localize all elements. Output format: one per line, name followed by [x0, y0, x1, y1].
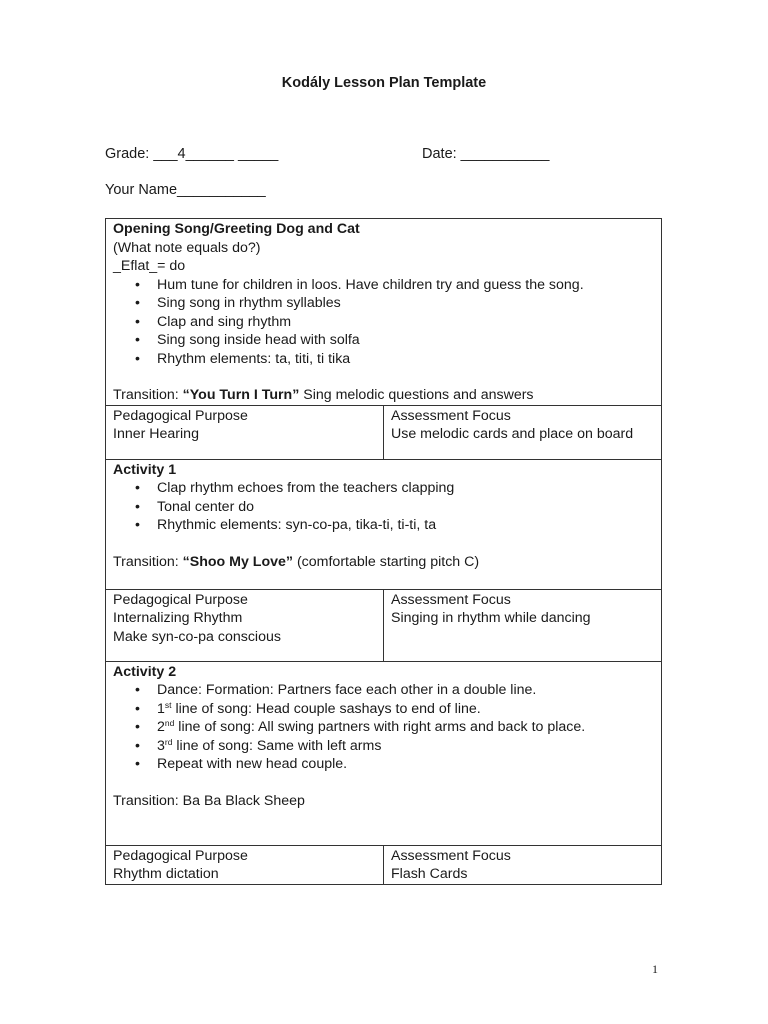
list-item: • Hum tune for children in loos. Have children try and guess the song. [157, 276, 654, 295]
opening-song-cell [106, 219, 662, 406]
purpose-cell [106, 405, 384, 459]
assessment-value: Singing in rhythm while dancing [391, 610, 591, 626]
purpose-label: Pedagogical Purpose [113, 591, 248, 608]
activity-1-cell [106, 459, 662, 589]
assessment-label: Assessment Focus [391, 847, 511, 864]
activity-1-row [106, 459, 662, 589]
list-item: • 2nd line of song: All swing partners with right arms and back to place. [157, 718, 654, 737]
date-field: Date: ___________ [422, 146, 550, 162]
list-item: • Rhythmic elements: syn-co-pa, tika-ti, ti-ti, ta [157, 516, 654, 535]
activity-1-details-row [106, 589, 662, 661]
assessment-value: Use melodic cards and place on board [391, 426, 634, 442]
activity-2-details-row [106, 845, 662, 884]
transition-line [113, 386, 654, 405]
document-title: Kodály Lesson Plan Template [281, 75, 487, 91]
transition-label: Transition: [113, 387, 183, 403]
purpose-cell [106, 845, 384, 884]
grade-field: Grade: ___4______ _____ [105, 146, 279, 162]
section-subtext: (What note equals do?) [113, 239, 261, 256]
list-item: • Dance: Formation: Partners face each other in a double line. [157, 681, 654, 700]
list-item: • Sing song inside head with solfa [157, 331, 654, 350]
bullet-list [113, 276, 654, 369]
purpose-label: Pedagogical Purpose [113, 407, 248, 424]
opening-song-row [106, 219, 662, 406]
assessment-cell [384, 589, 662, 661]
purpose-label: Pedagogical Purpose [113, 847, 248, 864]
list-item: • Sing song in rhythm syllables [157, 294, 654, 313]
transition-description: Sing melodic questions and answers [299, 387, 534, 403]
transition-song: “You Turn I Turn” [182, 387, 300, 403]
transition-line: Transition: Ba Ba Black Sheep [113, 792, 305, 809]
name-field: Your Name___________ [105, 182, 266, 198]
purpose-value: Rhythm dictation [113, 866, 219, 882]
section-heading: Activity 2 [113, 663, 177, 680]
transition-label: Transition: [113, 553, 183, 570]
transition-line [113, 553, 654, 572]
activity-2-row [106, 661, 662, 845]
bullet-list [113, 479, 654, 535]
activity-2-cell [106, 661, 662, 845]
list-item: • Tonal center do [157, 498, 654, 517]
list-item: • Rhythm elements: ta, titi, ti tika [157, 350, 654, 369]
section-subtext: _Eflat_= do [113, 258, 186, 274]
assessment-cell [384, 405, 662, 459]
assessment-value: Flash Cards [391, 866, 468, 882]
list-item: • Repeat with new head couple. [157, 755, 654, 774]
assessment-label: Assessment Focus [391, 407, 511, 424]
list-item: • Clap and sing rhythm [157, 313, 654, 332]
list-item: • 3rd line of song: Same with left arms [157, 737, 654, 756]
transition-description: (comfortable starting pitch C) [293, 553, 480, 570]
page-number: 1 [652, 962, 658, 976]
assessment-label: Assessment Focus [391, 591, 511, 608]
list-item: • Clap rhythm echoes from the teachers clapping [157, 479, 654, 498]
opening-song-details-row [106, 405, 662, 459]
purpose-value: Internalizing Rhythm [113, 610, 243, 626]
assessment-cell [384, 845, 662, 884]
purpose-value: Make syn-co-pa conscious [113, 628, 281, 645]
transition-song: “Shoo My Love” [182, 553, 294, 570]
purpose-value: Inner Hearing [113, 426, 199, 442]
bullet-list [113, 681, 654, 774]
section-heading: Activity 1 [113, 461, 177, 478]
section-heading: Opening Song/Greeting Dog and Cat [113, 221, 360, 237]
purpose-cell [106, 589, 384, 661]
list-item: • 1st line of song: Head couple sashays to end of line. [157, 700, 654, 719]
lesson-plan-table [105, 218, 662, 885]
